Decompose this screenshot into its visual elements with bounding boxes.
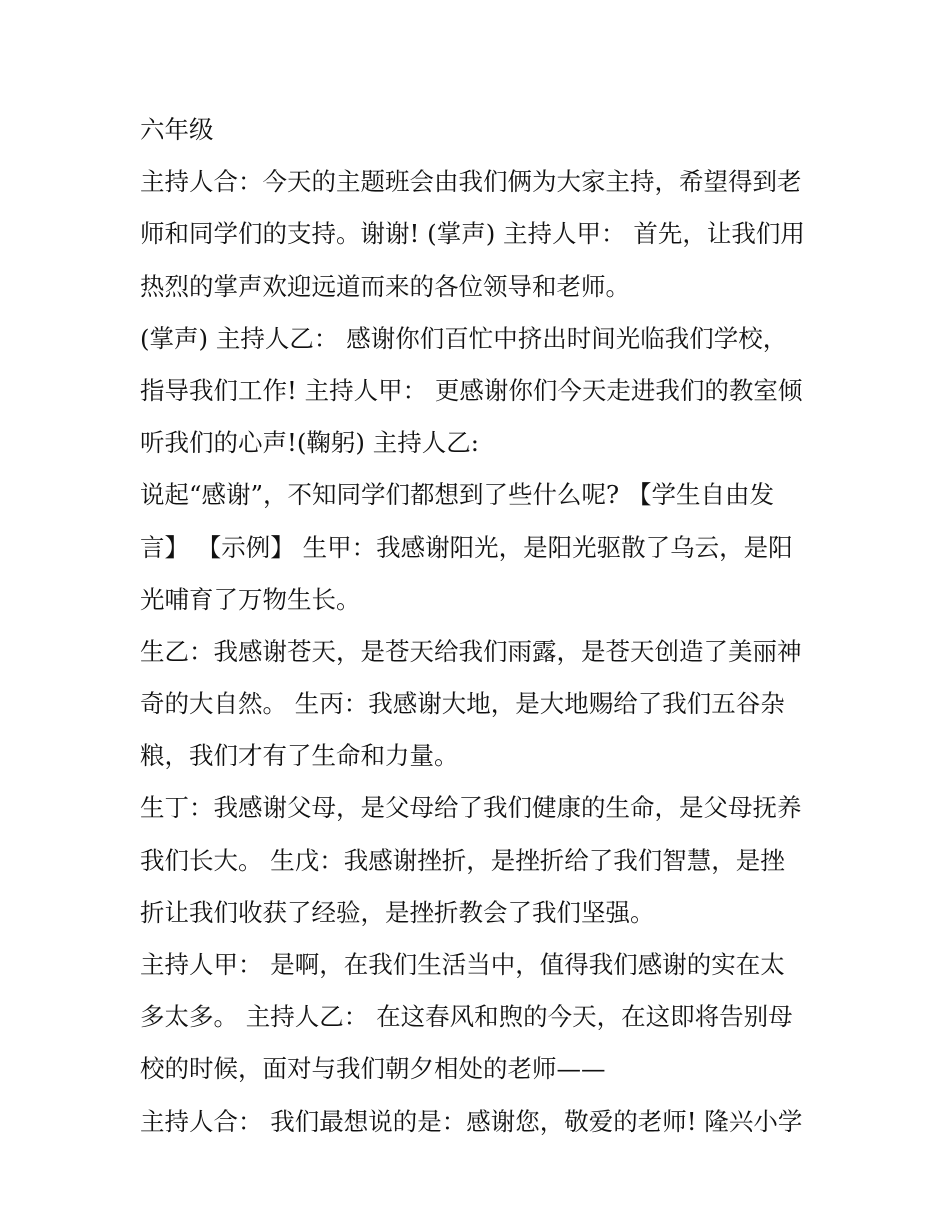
text-line: 主持人合： 我们最想说的是：感谢您，敬爱的老师! 隆兴小学 xyxy=(140,1106,803,1136)
heading-grade: 六年级 xyxy=(140,115,214,144)
text-line: 校的时候，面对与我们朝夕相处的老师—— xyxy=(140,1054,606,1084)
text-line: 听我们的心声!(鞠躬) 主持人乙: xyxy=(140,428,480,458)
text-line: 多太多。 主持人乙： 在这春风和煦的今天，在这即将告别母 xyxy=(140,1002,793,1032)
text-line: 热烈的掌声欢迎远道而来的各位领导和老师。 xyxy=(140,271,630,301)
text-line: 主持人合：今天的主题班会由我们俩为大家主持，希望得到老 xyxy=(140,167,802,197)
text-line: (掌声) 主持人乙： 感谢你们百忙中挤出时间光临我们学校， xyxy=(140,323,788,353)
text-line: 言】 【示例】 生甲：我感谢阳光，是阳光驱散了乌云，是阳 xyxy=(140,532,793,562)
text-line: 奇的大自然。 生丙：我感谢大地，是大地赐给了我们五谷杂 xyxy=(140,689,785,719)
text-line: 生乙：我感谢苍天，是苍天给我们雨露，是苍天创造了美丽神 xyxy=(140,636,802,666)
text-line: 粮，我们才有了生命和力量。 xyxy=(140,741,459,771)
text-line: 主持人甲： 是啊，在我们生活当中，值得我们感谢的实在太 xyxy=(140,950,785,979)
text-line: 我们长大。 生戊：我感谢挫折，是挫折给了我们智慧，是挫 xyxy=(140,845,785,875)
text-line: 说起“感谢”，不知同学们都想到了些什么呢? 【学生自由发 xyxy=(140,480,774,510)
text-line: 生丁：我感谢父母，是父母给了我们健康的生命，是父母抚养 xyxy=(140,793,802,823)
document-body xyxy=(140,104,830,1148)
text-line: 光哺育了万物生长。 xyxy=(140,584,361,614)
text-line: 折让我们收获了经验，是挫折教会了我们坚强。 xyxy=(140,897,655,927)
text-line: 指导我们工作! 主持人甲： 更感谢你们今天走进我们的教室倾 xyxy=(140,375,803,405)
text-line: 师和同学们的支持。谢谢! (掌声) 主持人甲： 首先，让我们用 xyxy=(140,219,805,249)
